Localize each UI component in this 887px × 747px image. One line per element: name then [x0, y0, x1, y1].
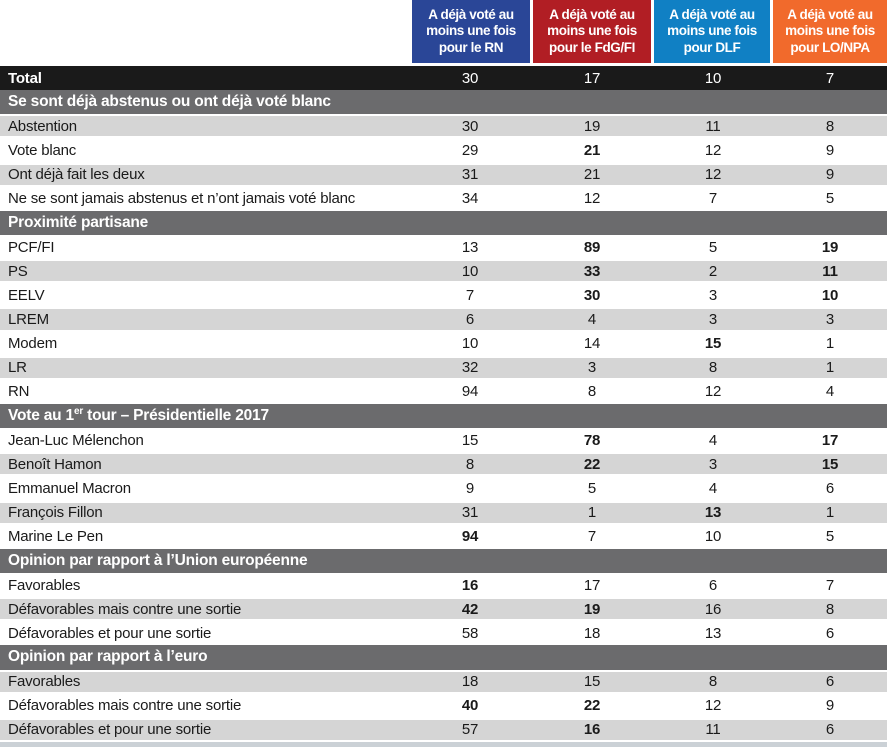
- cell-value: 13: [461, 238, 479, 256]
- cell-value: 12: [704, 697, 722, 715]
- cell-value: 5: [587, 479, 597, 497]
- section-title: [0, 407, 887, 425]
- section-header-row: [0, 549, 887, 573]
- cell-value: 30: [461, 117, 479, 135]
- column-header-line: A déjà voté au: [787, 6, 873, 22]
- cell-value: 34: [461, 190, 479, 208]
- cell-value: 6: [825, 721, 835, 739]
- table-row: [0, 694, 887, 718]
- cell-value: 21: [583, 166, 601, 184]
- table-row: [0, 670, 887, 694]
- cell-value: 16: [704, 600, 722, 618]
- table-row: [0, 259, 887, 283]
- total-value: 10: [704, 69, 722, 87]
- cell-value: 7: [825, 576, 835, 594]
- section-title-pre: Proximité partisane: [8, 213, 149, 231]
- cell-value: 31: [461, 166, 479, 184]
- cell-value: 7: [587, 528, 597, 546]
- cell-value: 3: [825, 310, 835, 328]
- cell-value: 1: [825, 335, 835, 353]
- cell-value: 12: [583, 190, 601, 208]
- row-label: Défavorables et pour une sortie: [8, 624, 212, 642]
- cell-value: 8: [708, 359, 718, 377]
- table-row: [0, 428, 887, 452]
- cell-value: 11: [822, 262, 838, 280]
- cell-value: 9: [825, 141, 835, 159]
- section-title-post: tour – Présidentielle 2017: [83, 407, 269, 425]
- table-row: [0, 501, 887, 525]
- column-header-line: moins une fois: [667, 23, 757, 39]
- row-label: Défavorables mais contre une sortie: [8, 600, 242, 618]
- cell-value: 31: [461, 504, 479, 522]
- cell-value: 8: [825, 117, 835, 135]
- section-title: [0, 214, 887, 232]
- column-header-fdg: [533, 0, 651, 63]
- column-header-line: A déjà voté au: [669, 6, 755, 22]
- cell-value: 4: [587, 310, 597, 328]
- table-row: [0, 621, 887, 645]
- cell-value: 12: [704, 166, 722, 184]
- row-label: Emmanuel Macron: [8, 479, 131, 497]
- cell-value: 15: [704, 335, 722, 353]
- cell-value: 5: [708, 238, 718, 256]
- cell-value: 4: [708, 431, 718, 449]
- cell-value: 9: [465, 479, 475, 497]
- total-label: Total: [8, 69, 42, 87]
- bottom-border: [0, 742, 887, 747]
- cell-value: 7: [465, 286, 475, 304]
- column-header-line: pour le FdG/FI: [549, 39, 635, 55]
- cell-value: 13: [704, 504, 722, 522]
- cell-value: 7: [708, 190, 718, 208]
- total-row: [0, 66, 887, 90]
- cell-value: 40: [461, 697, 479, 715]
- cell-value: 18: [583, 624, 601, 642]
- cell-value: 3: [708, 310, 718, 328]
- table-row: [0, 452, 887, 476]
- cell-value: 2: [708, 262, 718, 280]
- column-header-line: pour LO/NPA: [790, 39, 870, 55]
- cell-value: 19: [821, 238, 839, 256]
- column-header-dlf: [654, 0, 770, 63]
- section-title: [0, 552, 887, 570]
- section-title: [0, 648, 887, 666]
- table-row: [0, 332, 887, 356]
- cell-value: 9: [825, 166, 835, 184]
- section-header-row: [0, 90, 887, 114]
- cell-value: 89: [583, 238, 601, 256]
- row-label: Ne se sont jamais abstenus et n’ont jamais voté blanc: [8, 190, 356, 208]
- row-label: Marine Le Pen: [8, 528, 103, 546]
- cell-value: 17: [821, 431, 839, 449]
- table-row: [0, 356, 887, 380]
- cell-value: 1: [825, 359, 835, 377]
- total-value: 17: [583, 69, 601, 87]
- cell-value: 3: [708, 286, 718, 304]
- section-title-pre: Opinion par rapport à l’euro: [8, 648, 208, 666]
- cell-value: 10: [461, 335, 479, 353]
- cell-value: 1: [587, 504, 597, 522]
- column-header-line: pour le RN: [438, 39, 504, 55]
- cell-value: 8: [465, 455, 475, 473]
- cell-value: 10: [704, 528, 722, 546]
- table-row: [0, 307, 887, 331]
- cell-value: 42: [461, 600, 479, 618]
- cell-value: 13: [704, 624, 722, 642]
- cell-value: 5: [825, 190, 835, 208]
- cell-value: 9: [825, 697, 835, 715]
- section-title-pre: Vote au 1: [8, 407, 74, 425]
- row-label: Défavorables et pour une sortie: [8, 721, 212, 739]
- row-label: LREM: [8, 310, 49, 328]
- cell-value: 6: [825, 479, 835, 497]
- row-label: François Fillon: [8, 504, 103, 522]
- row-label: Favorables: [8, 673, 81, 691]
- cell-value: 15: [821, 455, 839, 473]
- cell-value: 14: [583, 335, 601, 353]
- cell-value: 15: [583, 673, 601, 691]
- table-row: [0, 597, 887, 621]
- cell-value: 29: [461, 141, 479, 159]
- row-label: Modem: [8, 335, 58, 353]
- cell-value: 4: [708, 479, 718, 497]
- section-title: [0, 93, 887, 111]
- section-header-row: [0, 404, 887, 428]
- cell-value: 10: [821, 286, 839, 304]
- cell-value: 16: [461, 576, 479, 594]
- row-label: Benoît Hamon: [8, 455, 102, 473]
- section-title-pre: Se sont déjà abstenus ou ont déjà voté blanc: [8, 93, 331, 111]
- cell-value: 78: [583, 431, 601, 449]
- cell-value: 33: [583, 262, 601, 280]
- cell-value: 5: [825, 528, 835, 546]
- cell-value: 6: [465, 310, 475, 328]
- table-row: [0, 114, 887, 138]
- cell-value: 8: [708, 673, 718, 691]
- row-label: EELV: [8, 286, 45, 304]
- table-row: [0, 525, 887, 549]
- cell-value: 32: [461, 359, 479, 377]
- table-row: [0, 138, 887, 162]
- cell-value: 57: [461, 721, 479, 739]
- row-label: RN: [8, 383, 30, 401]
- cell-value: 8: [587, 383, 597, 401]
- cell-value: 17: [583, 576, 601, 594]
- cell-value: 12: [704, 383, 722, 401]
- cell-value: 15: [461, 431, 479, 449]
- column-header-lo: [773, 0, 887, 63]
- row-label: Jean-Luc Mélenchon: [8, 431, 144, 449]
- cell-value: 19: [583, 600, 601, 618]
- table-row: [0, 283, 887, 307]
- column-header-line: pour DLF: [683, 39, 741, 55]
- table-row: [0, 380, 887, 404]
- cell-value: 30: [583, 286, 601, 304]
- section-title-sup: er: [73, 406, 84, 418]
- column-header-line: moins une fois: [426, 23, 516, 39]
- cell-value: 22: [583, 697, 601, 715]
- table-header: [0, 0, 887, 63]
- cell-value: 1: [825, 504, 835, 522]
- cell-value: 58: [461, 624, 479, 642]
- row-label: Abstention: [8, 117, 77, 135]
- section-title-pre: Opinion par rapport à l’Union européenne: [8, 551, 308, 569]
- cell-value: 22: [583, 455, 601, 473]
- cell-value: 6: [708, 576, 718, 594]
- cell-value: 3: [708, 455, 718, 473]
- cell-value: 12: [704, 141, 722, 159]
- cell-value: 19: [583, 117, 601, 135]
- table-row: [0, 718, 887, 742]
- row-label: LR: [8, 359, 27, 377]
- cell-value: 11: [705, 721, 721, 739]
- cell-value: 94: [461, 383, 479, 401]
- cell-value: 94: [461, 528, 479, 546]
- cell-value: 18: [461, 673, 479, 691]
- cell-value: 6: [825, 624, 835, 642]
- column-header-line: A déjà voté au: [428, 6, 514, 22]
- row-label: Favorables: [8, 576, 81, 594]
- cell-value: 16: [583, 721, 601, 739]
- cell-value: 8: [825, 600, 835, 618]
- row-label: PS: [8, 262, 28, 280]
- table-row: [0, 573, 887, 597]
- row-label: PCF/FI: [8, 238, 55, 256]
- column-header-line: moins une fois: [785, 23, 875, 39]
- column-header-rn: [412, 0, 530, 63]
- cell-value: 11: [705, 117, 721, 135]
- cell-value: 10: [461, 262, 479, 280]
- cell-value: 3: [587, 359, 597, 377]
- column-header-line: A déjà voté au: [549, 6, 635, 22]
- table-row: [0, 476, 887, 500]
- section-header-row: [0, 211, 887, 235]
- header-corner: [0, 0, 409, 63]
- row-label: Ont déjà fait les deux: [8, 166, 145, 184]
- cell-value: 21: [583, 141, 601, 159]
- cell-value: 6: [825, 673, 835, 691]
- column-header-line: moins une fois: [547, 23, 637, 39]
- table-row: [0, 235, 887, 259]
- row-label: Défavorables mais contre une sortie: [8, 697, 242, 715]
- section-header-row: [0, 645, 887, 669]
- cell-value: 4: [825, 383, 835, 401]
- total-value: 7: [825, 69, 835, 87]
- total-value: 30: [461, 69, 479, 87]
- row-label: Vote blanc: [8, 141, 77, 159]
- table-row: [0, 163, 887, 187]
- table-row: [0, 187, 887, 211]
